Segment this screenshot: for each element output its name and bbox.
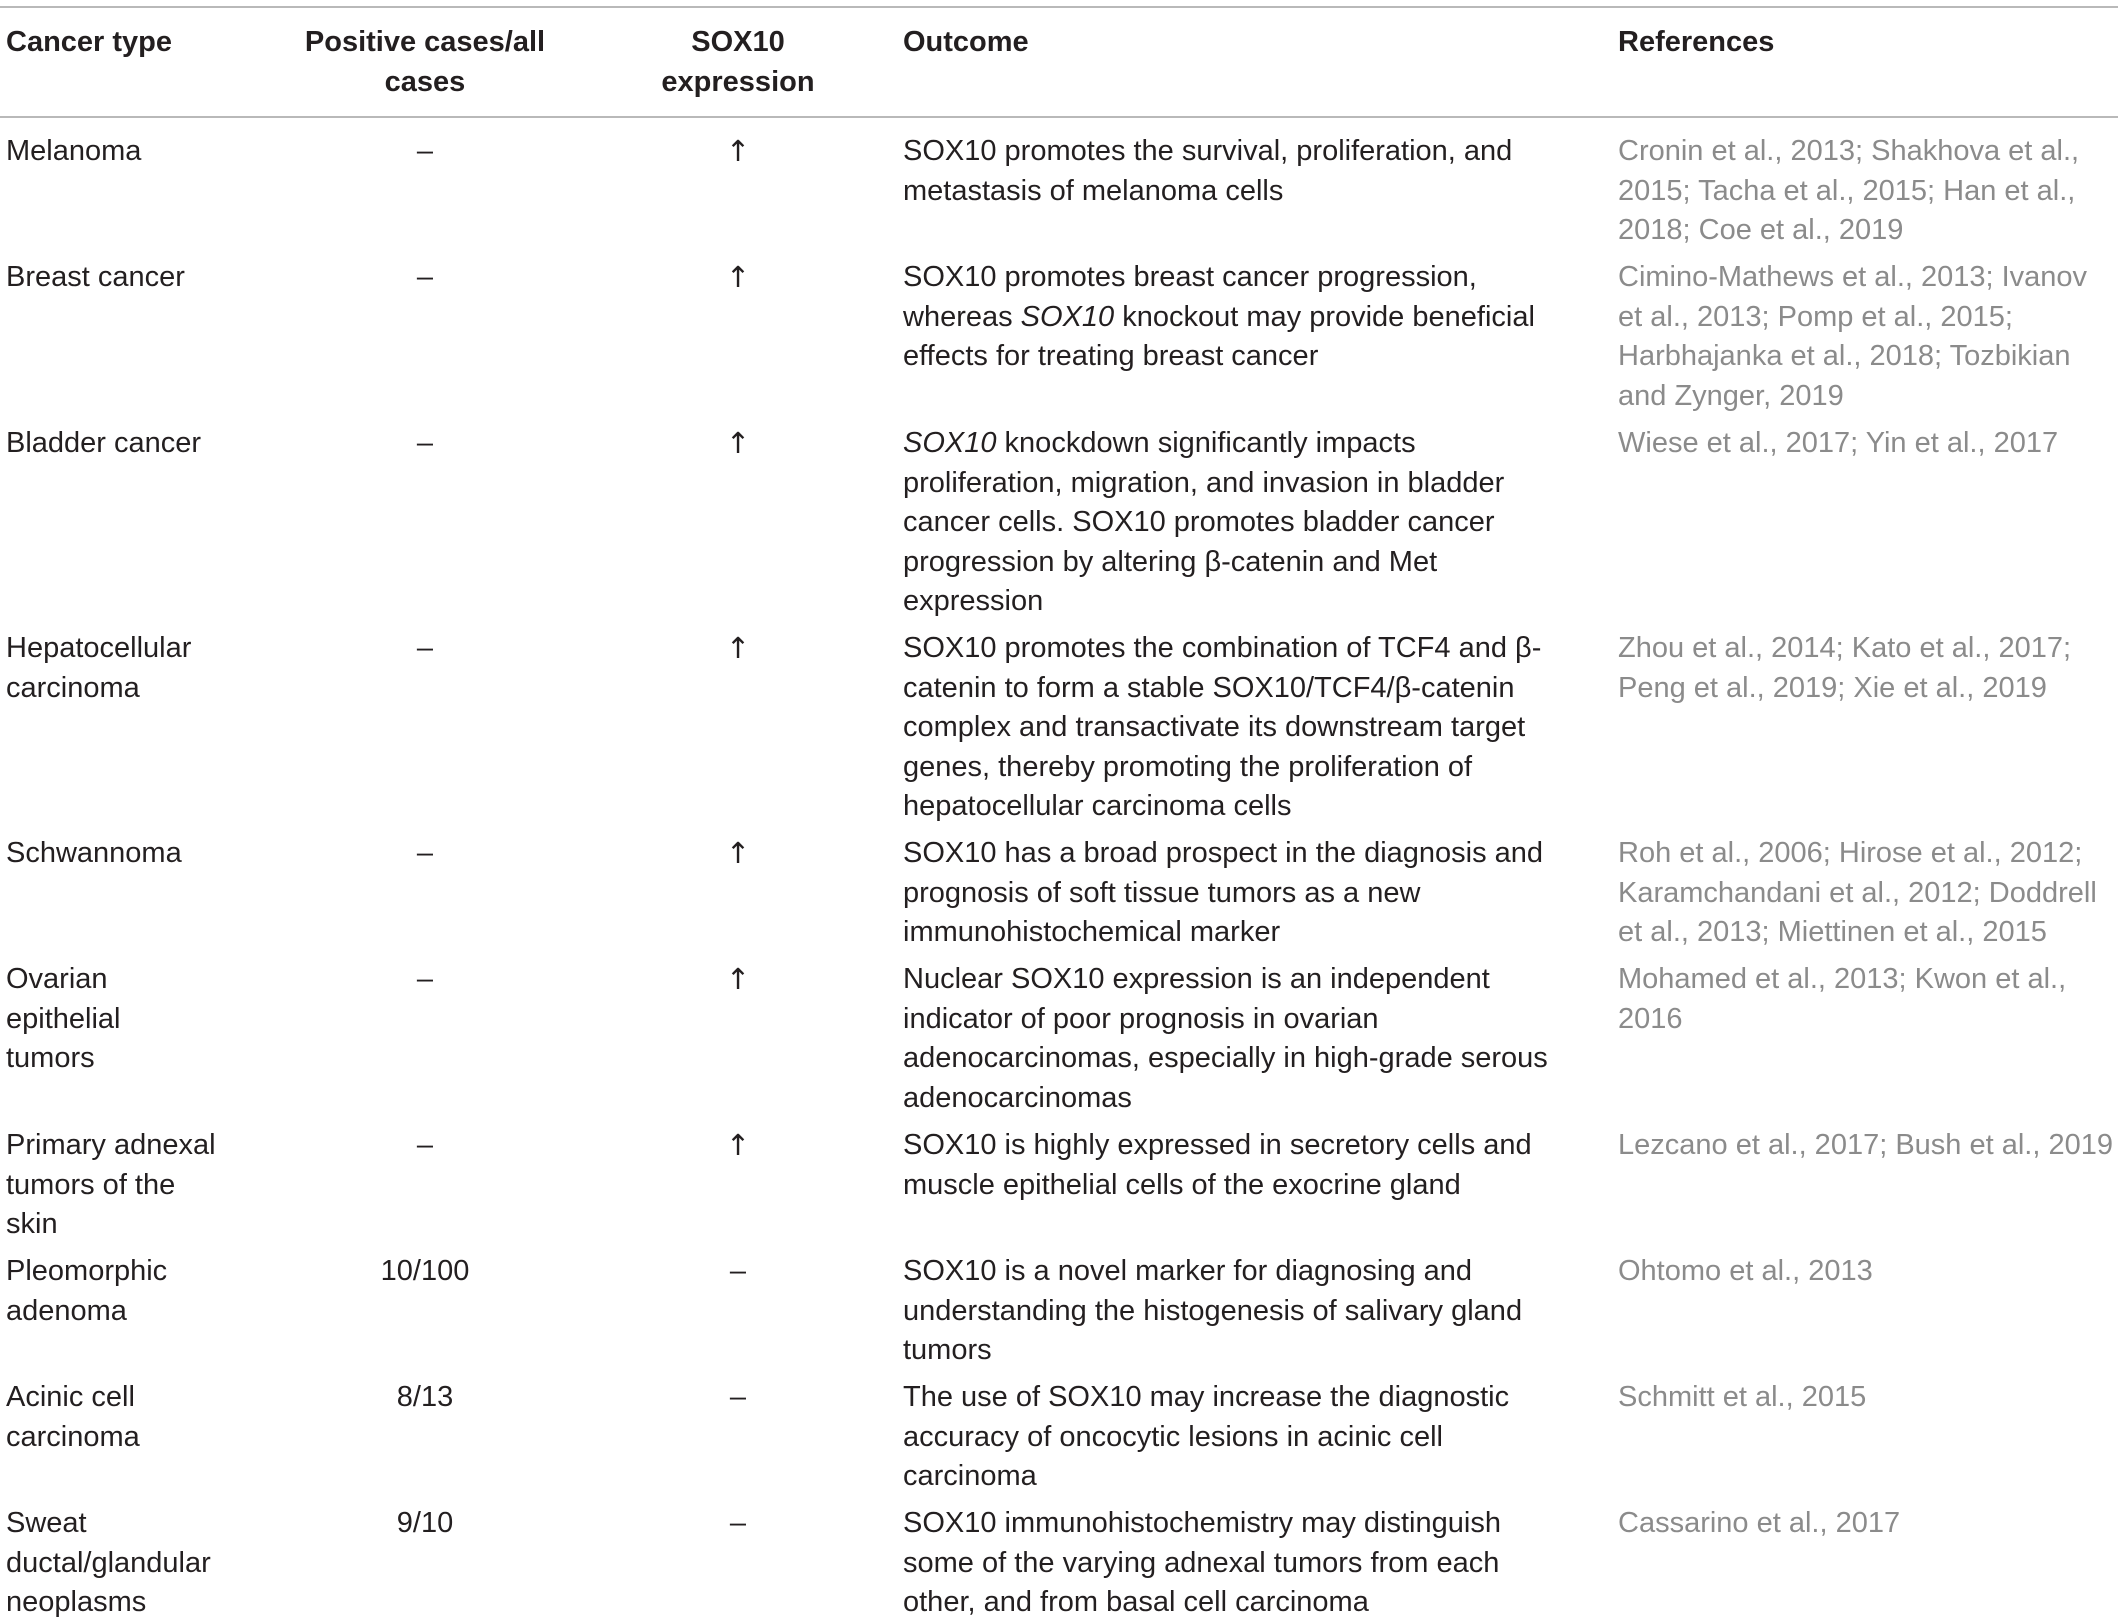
cell-references: Schmitt et al., 2015 bbox=[1618, 1381, 1867, 1413]
cell-sox10-expression: ↑ bbox=[725, 836, 751, 870]
header-references: References bbox=[1618, 26, 1775, 58]
cell-sox10-expression: ↑ bbox=[725, 1128, 751, 1162]
cell-references: Cassarino et al., 2017 bbox=[1618, 1507, 1901, 1539]
cell-cancer-type: Acinic cell carcinoma bbox=[6, 1381, 140, 1453]
cell-positive-cases: – bbox=[416, 135, 434, 167]
cell-cancer-type: Melanoma bbox=[6, 135, 142, 167]
cell-positive-cases: 10/100 bbox=[380, 1255, 470, 1287]
cell-sox10-expression: – bbox=[729, 1255, 747, 1287]
cell-sox10-expression: ↑ bbox=[725, 631, 751, 665]
cell-sox10-expression: – bbox=[729, 1381, 747, 1413]
cell-outcome: The use of SOX10 may increase the diagnostic accuracy of oncocytic lesions in acinic cell carcinoma bbox=[903, 1381, 1510, 1492]
cell-positive-cases: – bbox=[416, 261, 434, 293]
cell-outcome bbox=[903, 258, 1553, 377]
cell-positive-cases: – bbox=[416, 1129, 434, 1161]
cell-outcome: SOX10 has a broad prospect in the diagnosis and prognosis of soft tissue tumors as a new immunohistochemical marker bbox=[903, 837, 1544, 948]
cell-outcome: SOX10 is highly expressed in secretory cells and muscle epithelial cells of the exocrine gland bbox=[903, 1129, 1532, 1201]
cell-sox10-expression: ↑ bbox=[725, 426, 751, 460]
table-header-rule bbox=[0, 116, 2118, 118]
outcome-text: knockdown significantly impacts proliferation, migration, and invasion in bladder cancer cells. SOX10 promotes bladder cancer progression by altering β-catenin and Met expression bbox=[903, 427, 1505, 617]
gene-name-italic: SOX10 bbox=[1020, 300, 1115, 333]
cell-references: Mohamed et al., 2013; Kwon et al., 2016 bbox=[1618, 963, 2067, 1035]
cell-positive-cases: – bbox=[416, 963, 434, 995]
cell-references: Cronin et al., 2013; Shakhova et al., 2015; Tacha et al., 2015; Han et al., 2018; Coe et al., 2019 bbox=[1618, 135, 2080, 246]
cell-outcome: SOX10 is a novel marker for diagnosing and understanding the histogenesis of salivary gland tumors bbox=[903, 1255, 1523, 1366]
cell-positive-cases: – bbox=[416, 632, 434, 664]
table-top-rule bbox=[0, 6, 2118, 8]
cell-positive-cases: – bbox=[416, 427, 434, 459]
cell-references: Ohtomo et al., 2013 bbox=[1618, 1255, 1873, 1287]
cell-sox10-expression: ↑ bbox=[725, 962, 751, 996]
cell-cancer-type: Ovarian epithelial tumors bbox=[6, 963, 121, 1074]
gene-name-italic: SOX10 bbox=[903, 427, 997, 459]
outcome-text: knockout may provide beneficial effects for treating breast cancer bbox=[903, 300, 1535, 372]
cell-references: Cimino-Mathews et al., 2013; Ivanov et al., 2013; Pomp et al., 2015; Harbhajanka et al., 2018; Tozbikian and Zynger, 2019 bbox=[1618, 261, 2088, 412]
cell-sox10-expression: ↑ bbox=[725, 260, 751, 294]
header-cancer-type: Cancer type bbox=[6, 26, 173, 58]
cell-cancer-type: Primary adnexal tumors of the skin bbox=[6, 1129, 216, 1240]
cell-cancer-type: Bladder cancer bbox=[6, 427, 202, 459]
cell-outcome: SOX10 promotes the combination of TCF4 and β-catenin to form a stable SOX10/TCF4/β-catenin complex and transactivate its downstream target genes, thereby promoting the proliferation of hepatocellular carcinoma cells bbox=[903, 632, 1542, 822]
cell-references: Wiese et al., 2017; Yin et al., 2017 bbox=[1618, 427, 2059, 459]
cell-references: Zhou et al., 2014; Kato et al., 2017; Peng et al., 2019; Xie et al., 2019 bbox=[1618, 632, 2072, 704]
header-outcome: Outcome bbox=[903, 26, 1029, 58]
cell-outcome: SOX10 immunohistochemistry may distinguish some of the varying adnexal tumors from each other, and from basal cell carcinoma bbox=[903, 1507, 1501, 1618]
cell-outcome bbox=[903, 424, 1553, 622]
cell-sox10-expression: – bbox=[729, 1507, 747, 1539]
cell-cancer-type: Hepatocellular carcinoma bbox=[6, 632, 192, 704]
cell-sox10-expression: ↑ bbox=[725, 134, 751, 168]
cell-positive-cases: 8/13 bbox=[396, 1381, 454, 1413]
header-sox10-expression: SOX10 expression bbox=[661, 26, 815, 98]
cell-positive-cases: 9/10 bbox=[396, 1507, 454, 1539]
cell-cancer-type: Breast cancer bbox=[6, 261, 185, 293]
cell-cancer-type: Pleomorphic adenoma bbox=[6, 1255, 168, 1327]
cell-outcome: SOX10 promotes the survival, proliferation, and metastasis of melanoma cells bbox=[903, 135, 1513, 207]
cell-cancer-type: Schwannoma bbox=[6, 837, 182, 869]
outcome-text: SOX10 promotes breast cancer progression, whereas bbox=[903, 261, 1477, 333]
cell-references: Lezcano et al., 2017; Bush et al., 2019 bbox=[1618, 1129, 2113, 1161]
cell-cancer-type: Sweat ductal/glandular neoplasms bbox=[6, 1507, 211, 1618]
cell-references: Roh et al., 2006; Hirose et al., 2012; Karamchandani et al., 2012; Doddrell et al., 2013; Miettinen et al., 2015 bbox=[1618, 837, 2097, 948]
cell-outcome: Nuclear SOX10 expression is an independent indicator of poor prognosis in ovarian adenocarcinomas, especially in high-grade serous adenocarcinomas bbox=[903, 963, 1548, 1114]
header-positive-cases: Positive cases/all cases bbox=[304, 26, 546, 98]
cell-positive-cases: – bbox=[416, 837, 434, 869]
